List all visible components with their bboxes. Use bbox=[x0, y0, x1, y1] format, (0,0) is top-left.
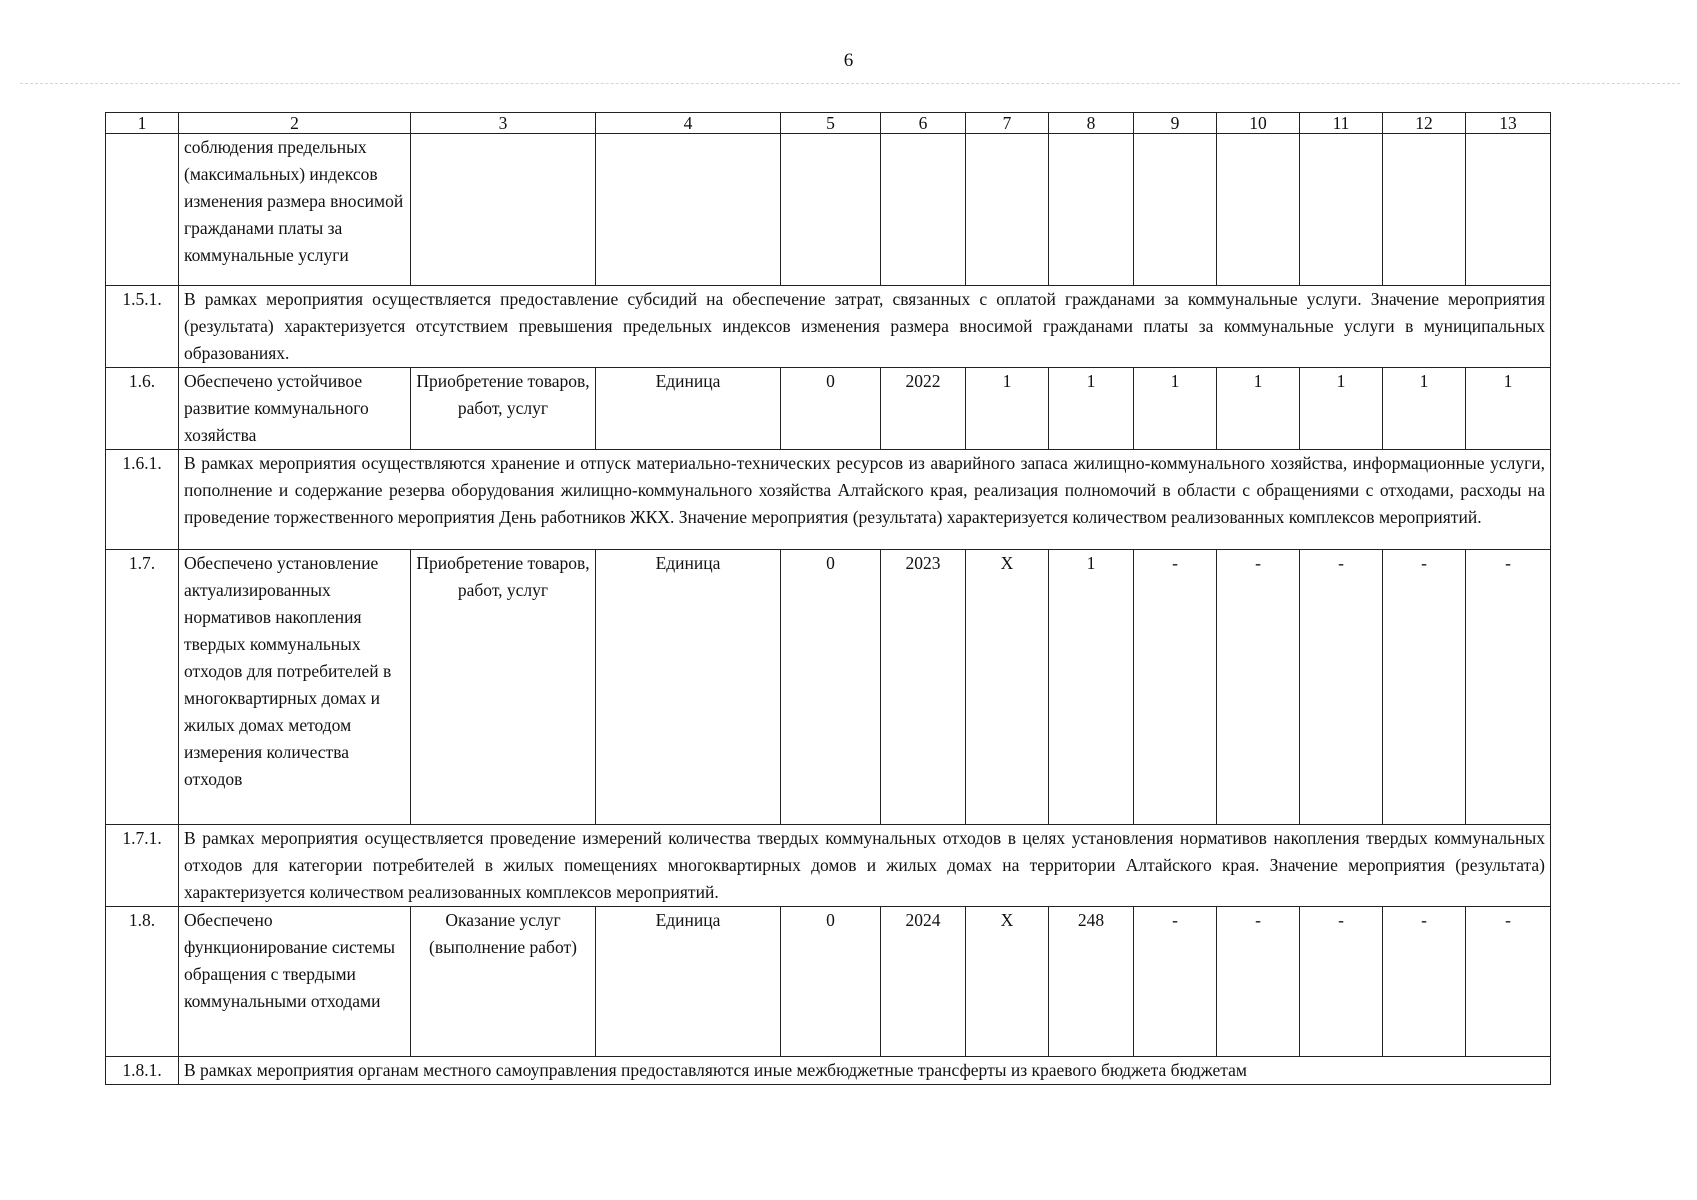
base-year: 2022 bbox=[881, 368, 966, 450]
column-header-13: 13 bbox=[1466, 113, 1551, 134]
column-header-5: 5 bbox=[781, 113, 881, 134]
year-value-9 bbox=[1134, 134, 1217, 286]
year-value-10: 1 bbox=[1217, 368, 1300, 450]
year-value-13: - bbox=[1466, 907, 1551, 1057]
year-value-12: - bbox=[1383, 907, 1466, 1057]
base-value: 0 bbox=[781, 907, 881, 1057]
year-value-13: - bbox=[1466, 550, 1551, 825]
year-value-11: - bbox=[1300, 907, 1383, 1057]
row-number: 1.7. bbox=[106, 550, 179, 825]
base-value: 0 bbox=[781, 550, 881, 825]
measure-row bbox=[106, 134, 1551, 286]
base-year: 2023 bbox=[881, 550, 966, 825]
unit-of-measure bbox=[596, 134, 781, 286]
measure-name: Обеспечено устойчивое развитие коммунального хозяйства bbox=[179, 368, 411, 450]
year-value-7: Х bbox=[966, 550, 1049, 825]
year-value-8: 1 bbox=[1049, 368, 1134, 450]
measure-row bbox=[106, 368, 1551, 450]
row-number: 1.7.1. bbox=[106, 825, 179, 907]
base-value bbox=[781, 134, 881, 286]
year-value-12 bbox=[1383, 134, 1466, 286]
scan-artifact-line bbox=[20, 83, 1680, 84]
row-number: 1.6.1. bbox=[106, 450, 179, 550]
year-value-11: - bbox=[1300, 550, 1383, 825]
year-value-11: 1 bbox=[1300, 368, 1383, 450]
row-description: В рамках мероприятия органам местного самоуправления предоставляются иные межбюджетные трансферты из краевого бюджета бюджетам bbox=[179, 1057, 1551, 1085]
column-header-8: 8 bbox=[1049, 113, 1134, 134]
unit-of-measure: Единица bbox=[596, 907, 781, 1057]
year-value-8: 1 bbox=[1049, 550, 1134, 825]
row-description: В рамках мероприятия осуществляется предоставление субсидий на обеспечение затрат, связанных с оплатой гражданами за коммунальные услуги. Значение мероприятия (результата) характеризуется отсутствием превышения предельных индексов изменения размера вносимой гражданами платы за коммунальные услуги в муниципальных образованиях. bbox=[179, 286, 1551, 368]
year-value-7: 1 bbox=[966, 368, 1049, 450]
page-number: 6 bbox=[843, 50, 854, 71]
base-year bbox=[881, 134, 966, 286]
year-value-7 bbox=[966, 134, 1049, 286]
row-number: 1.5.1. bbox=[106, 286, 179, 368]
description-row bbox=[106, 1057, 1551, 1085]
measure-name: Обеспечено установление актуализированных нормативов накопления твердых коммунальных отходов для потребителей в многоквартирных домах и жилых домах методом измерения количества отходов bbox=[179, 550, 411, 825]
year-value-8 bbox=[1049, 134, 1134, 286]
year-value-7: Х bbox=[966, 907, 1049, 1057]
year-value-9: - bbox=[1134, 907, 1217, 1057]
column-header-2: 2 bbox=[179, 113, 411, 134]
year-value-13: 1 bbox=[1466, 368, 1551, 450]
year-value-8: 248 bbox=[1049, 907, 1134, 1057]
description-row bbox=[106, 825, 1551, 907]
row-number: 1.8.1. bbox=[106, 1057, 179, 1085]
description-row bbox=[106, 450, 1551, 550]
year-value-10 bbox=[1217, 134, 1300, 286]
measure-type: Приобретение товаров, работ, услуг bbox=[411, 550, 596, 825]
base-value: 0 bbox=[781, 368, 881, 450]
measure-row bbox=[106, 907, 1551, 1057]
header-row bbox=[106, 113, 1551, 134]
year-value-11 bbox=[1300, 134, 1383, 286]
column-header-10: 10 bbox=[1217, 113, 1300, 134]
row-description: В рамках мероприятия осуществляется проведение измерений количества твердых коммунальных отходов в целях установления нормативов накопления твердых коммунальных отходов для категории потребителей в жилых помещениях многоквартирных домов и жилых домах на территории Алтайского края. Значение мероприятия (результата) характеризуется количеством реализованных комплексов мероприятий. bbox=[179, 825, 1551, 907]
year-value-9: 1 bbox=[1134, 368, 1217, 450]
measure-type bbox=[411, 134, 596, 286]
column-header-12: 12 bbox=[1383, 113, 1466, 134]
base-year: 2024 bbox=[881, 907, 966, 1057]
year-value-10: - bbox=[1217, 907, 1300, 1057]
row-number: 1.6. bbox=[106, 368, 179, 450]
column-header-11: 11 bbox=[1300, 113, 1383, 134]
column-header-3: 3 bbox=[411, 113, 596, 134]
measure-type: Приобретение товаров, работ, услуг bbox=[411, 368, 596, 450]
measure-type: Оказание услуг (выполнение работ) bbox=[411, 907, 596, 1057]
column-header-7: 7 bbox=[966, 113, 1049, 134]
column-header-9: 9 bbox=[1134, 113, 1217, 134]
year-value-13 bbox=[1466, 134, 1551, 286]
description-row bbox=[106, 286, 1551, 368]
year-value-12: 1 bbox=[1383, 368, 1466, 450]
row-description: В рамках мероприятия осуществляются хранение и отпуск материально-технических ресурсов из аварийного запаса жилищно-коммунального хозяйства, информационные услуги, пополнение и содержание резерва оборудования жилищно-коммунального хозяйства Алтайского края, реализация полномочий в области с обращениями с отходами, расходы на проведение торжественного мероприятия День работников ЖКХ. Значение мероприятия (результата) характеризуется количеством реализованных комплексов мероприятий. bbox=[179, 450, 1551, 550]
year-value-10: - bbox=[1217, 550, 1300, 825]
column-header-4: 4 bbox=[596, 113, 781, 134]
year-value-12: - bbox=[1383, 550, 1466, 825]
row-number: 1.8. bbox=[106, 907, 179, 1057]
unit-of-measure: Единица bbox=[596, 368, 781, 450]
column-header-1: 1 bbox=[106, 113, 179, 134]
measure-name: Обеспечено функционирование системы обращения с твердыми коммунальными отходами bbox=[179, 907, 411, 1057]
measure-row bbox=[106, 550, 1551, 825]
row-number bbox=[106, 134, 179, 286]
year-value-9: - bbox=[1134, 550, 1217, 825]
column-header-6: 6 bbox=[881, 113, 966, 134]
measures-table bbox=[105, 112, 1551, 1085]
measure-name: соблюдения предельных (максимальных) индексов изменения размера вносимой гражданами платы за коммунальные услуги bbox=[179, 134, 411, 286]
unit-of-measure: Единица bbox=[596, 550, 781, 825]
